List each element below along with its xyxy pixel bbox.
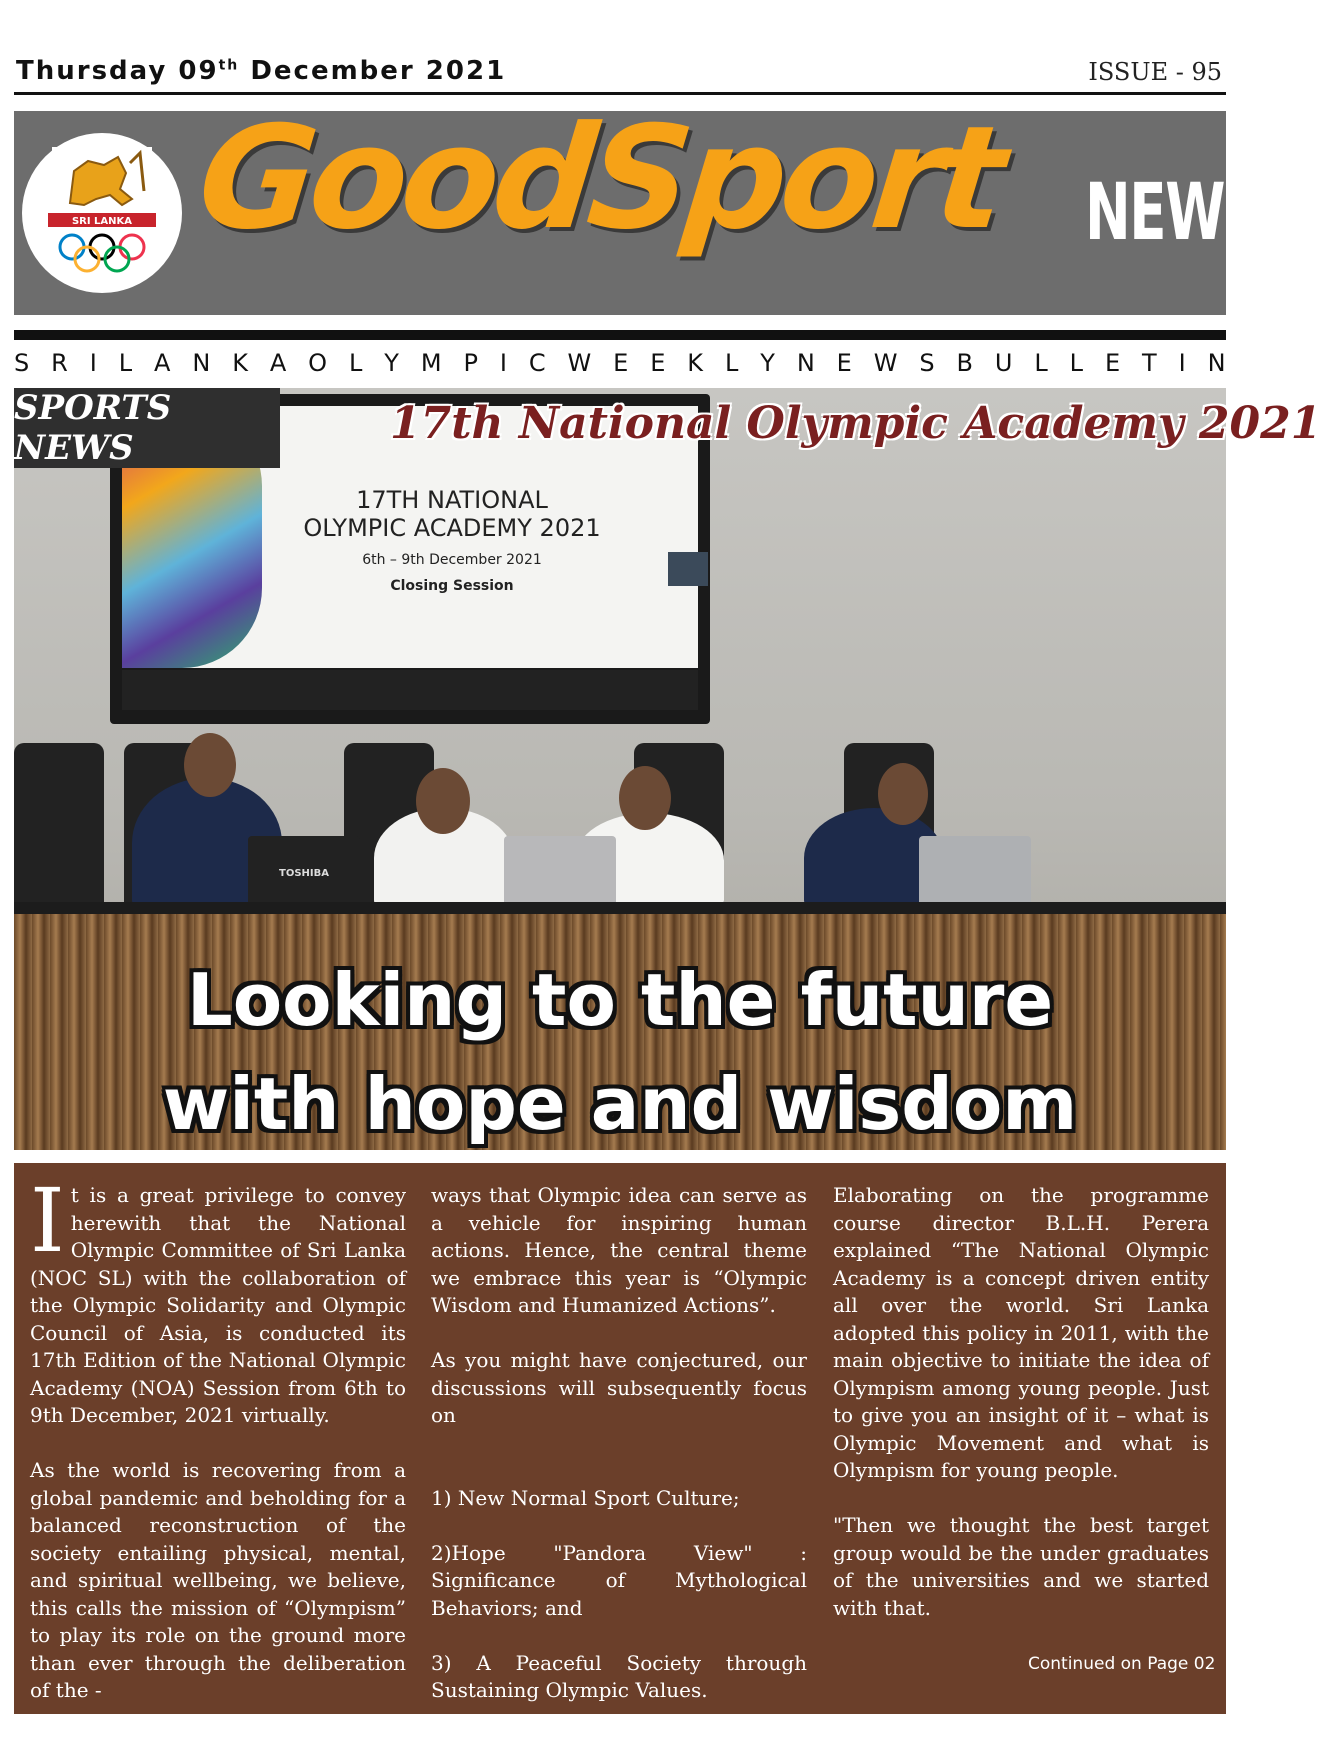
paragraph: t is a great privilege to convey herewith that the National Olympic Committee of Sri Lanka (NOC SL) with the collaboration of the Olympic Solidarity and Olympic Council of Asia, is conducted its 17th Edition of the National Olympic Academy (NOA) Session from 6th to 9th December, 2021 virtually. — [30, 1183, 406, 1427]
tagline-letter: N — [1207, 349, 1226, 377]
noc-logo — [22, 133, 182, 293]
tagline-letter: L — [348, 349, 363, 377]
headline-line2: with hope and wisdom — [162, 1062, 1078, 1146]
tagline-letter: A — [154, 349, 171, 377]
tagline-letter: E — [836, 349, 852, 377]
tagline-letter: M — [420, 349, 442, 377]
tagline-letter: I — [89, 349, 97, 377]
tagline-letter: I — [1178, 349, 1186, 377]
tagline-letter: K — [687, 349, 704, 377]
photo-title: 17th National Olympic Academy 2021 — [390, 398, 1321, 449]
screen-line1: 17TH NATIONAL — [356, 486, 548, 514]
laptop: TOSHIBA — [248, 836, 360, 912]
masthead-divider — [14, 330, 1226, 340]
panelist-head — [184, 733, 236, 797]
panelist-head — [619, 766, 671, 830]
issue-date: Thursday 09th December 2021 — [16, 56, 507, 86]
paragraph: ways that Olympic idea can serve as a vehicle for inspiring human actions. Hence, the central theme we embrace this year is “Olympic Wisdom and Humanized Actions”. — [431, 1183, 807, 1317]
section-tag: SPORTS NEWS — [14, 388, 280, 468]
list-item: 3) A Peaceful Society through Sustaining Olympic Values. — [431, 1650, 807, 1702]
panelist-head — [416, 768, 470, 834]
tagline-letter: E — [650, 349, 666, 377]
tagline-letter: W — [567, 349, 592, 377]
paragraph: As you might have conjectured, our discussions will subsequently focus on — [431, 1348, 807, 1427]
continued-link[interactable]: Continued on Page 02 — [1028, 1654, 1216, 1674]
tagline-letter: U — [994, 349, 1013, 377]
tagline-letter: C — [528, 349, 546, 377]
list-item: 2)Hope "Pandora View" : Significance of Mythological Behaviors; and — [431, 1540, 807, 1620]
tagline-letter: N — [192, 349, 211, 377]
logo-label: SRI LANKA — [71, 216, 133, 227]
tagline-letter: E — [613, 349, 629, 377]
drop-cap: I — [30, 1169, 65, 1272]
tagline-letter: T — [1142, 349, 1157, 377]
tagline-letter: O — [308, 349, 328, 377]
tagline-letter: S — [919, 349, 935, 377]
laptop — [504, 836, 616, 912]
tagline-letter: N — [796, 349, 815, 377]
tagline-letter: W — [873, 349, 898, 377]
lion-rings-icon — [22, 133, 182, 293]
issue-number: ISSUE - 95 — [1088, 58, 1222, 86]
tagline-letter: K — [232, 349, 248, 377]
tagline-letter: S — [14, 349, 30, 377]
tagline-letter: R — [51, 349, 68, 377]
list-item: 1) New Normal Sport Culture; — [431, 1485, 740, 1510]
article-column-2 — [431, 1182, 807, 1732]
paragraph: As the world is recovering from a global pandemic and beholding for a balanced reconstruction of the society entailing physical, mental, and spiritual wellbeing, we believe, this calls the mission of “Olympism” to play its role on the ground more than ever through the deliberation of the - — [30, 1458, 406, 1702]
tagline-letter: I — [499, 349, 507, 377]
tagline-letter: Y — [384, 349, 399, 377]
top-divider — [14, 92, 1226, 95]
tagline-letter: A — [269, 349, 287, 377]
screen-line2: OLYMPIC ACADEMY 2021 — [303, 514, 601, 542]
brand-wordmark: GoodSport — [191, 96, 1008, 261]
paragraph: Elaborating on the programme course director B.L.H. Perera explained “The National Olympic Academy is a concept driven entity all over the world. Sri Lanka adopted this policy in 2011, with the main objective to initiate the idea of Olympism among young people. Just to give you an insight of it – what is Olympic Movement and what is Olympism for young people. — [833, 1183, 1209, 1482]
video-tile — [668, 552, 708, 586]
tagline-letter: L — [1069, 349, 1084, 377]
paragraph: "Then we thought the best target group would be the under graduates of the universities and we started with that. — [833, 1513, 1209, 1620]
screen-line3: 6th – 9th December 2021 — [362, 552, 542, 568]
article-column-3 — [833, 1182, 1209, 1650]
chair — [14, 743, 104, 913]
tagline-letter: L — [1034, 349, 1048, 377]
meeting-toolbar — [122, 670, 698, 710]
tagline-letter: Y — [760, 349, 775, 377]
tagline-letter: E — [1104, 349, 1121, 377]
tagline-letter: P — [463, 349, 478, 377]
screen-line4: Closing Session — [390, 578, 514, 594]
tagline — [14, 349, 1226, 377]
article-column-1 — [30, 1169, 406, 1732]
headline-line1: Looking to the future — [186, 958, 1054, 1042]
tagline-letter: L — [724, 349, 739, 377]
panelist-head — [878, 763, 928, 825]
headline — [14, 948, 1226, 1156]
tagline-letter: L — [118, 349, 133, 377]
brand-suffix: NEWS — [1085, 168, 1262, 258]
tagline-letter: B — [956, 349, 973, 377]
laptop — [919, 836, 1031, 912]
